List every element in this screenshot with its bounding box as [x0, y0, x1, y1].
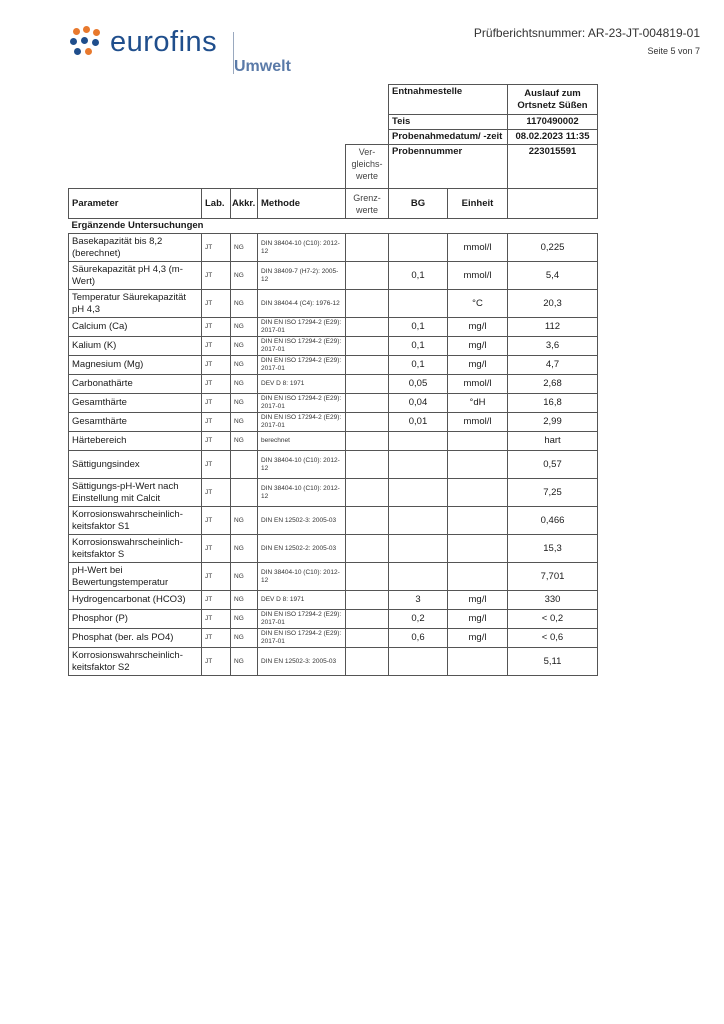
grenzwert-cell — [346, 507, 389, 535]
methode-cell: berechnet — [258, 432, 346, 451]
table-row — [69, 507, 598, 535]
einheit-cell: °C — [448, 290, 508, 318]
methode-cell: DIN EN ISO 17294-2 (E29): 2017-01 — [258, 629, 346, 648]
lab-cell: JT — [202, 648, 231, 676]
bg-cell — [389, 648, 448, 676]
param-cell: Korrosionswahrscheinlich-keitsfaktor S2 — [69, 648, 202, 676]
bg-cell: 0,01 — [389, 413, 448, 432]
eurofins-logo — [70, 22, 217, 62]
param-cell: Gesamthärte — [69, 394, 202, 413]
einheit-cell: mg/l — [448, 337, 508, 356]
table-row — [69, 375, 598, 394]
table-row — [69, 432, 598, 451]
bg-cell — [389, 432, 448, 451]
grenzwert-cell — [346, 337, 389, 356]
einheit-cell — [448, 451, 508, 479]
akkr-cell: NG — [231, 262, 258, 290]
grenzwert-cell — [346, 432, 389, 451]
value-cell: 20,3 — [508, 290, 598, 318]
einheit-cell — [448, 563, 508, 591]
param-cell: Kalium (K) — [69, 337, 202, 356]
value-cell: 7,701 — [508, 563, 598, 591]
einheit-cell: mg/l — [448, 356, 508, 375]
page-number: Seite 5 von 7 — [647, 46, 700, 56]
bg-cell: 0,1 — [389, 318, 448, 337]
lab-cell: JT — [202, 262, 231, 290]
akkr-cell: NG — [231, 394, 258, 413]
einheit-cell: mg/l — [448, 610, 508, 629]
akkr-cell: NG — [231, 563, 258, 591]
methode-cell: DIN 38404-10 (C10): 2012-12 — [258, 479, 346, 507]
lab-cell: JT — [202, 535, 231, 563]
col-header-akkr: Akkr. — [231, 189, 258, 219]
value-cell: 4,7 — [508, 356, 598, 375]
grenzwert-cell — [346, 234, 389, 262]
bg-cell — [389, 479, 448, 507]
value-cell: < 0,2 — [508, 610, 598, 629]
param-cell: Korrosionswahrscheinlich-keitsfaktor S — [69, 535, 202, 563]
grenzwert-cell — [346, 413, 389, 432]
bg-cell — [389, 563, 448, 591]
grenzwert-cell — [346, 591, 389, 610]
lab-cell: JT — [202, 479, 231, 507]
grenzwert-cell — [346, 262, 389, 290]
table-row — [69, 629, 598, 648]
methode-cell: DIN EN ISO 17294-2 (E29): 2017-01 — [258, 610, 346, 629]
einheit-cell — [448, 648, 508, 676]
akkr-cell: NG — [231, 318, 258, 337]
table-row — [69, 563, 598, 591]
table-row — [69, 318, 598, 337]
grenzwert-cell — [346, 535, 389, 563]
bg-cell — [389, 451, 448, 479]
methode-cell: DIN EN 12502-2: 2005-03 — [258, 535, 346, 563]
akkr-cell: NG — [231, 356, 258, 375]
methode-cell: DIN EN ISO 17294-2 (E29): 2017-01 — [258, 318, 346, 337]
param-cell: Härtebereich — [69, 432, 202, 451]
table-row — [69, 413, 598, 432]
value-cell: 2,68 — [508, 375, 598, 394]
probennummer-value: 223015591 — [508, 145, 598, 189]
methode-cell: DIN EN ISO 17294-2 (E29): 2017-01 — [258, 337, 346, 356]
lab-cell: JT — [202, 375, 231, 394]
einheit-cell: mmol/l — [448, 234, 508, 262]
grenzwert-cell — [346, 394, 389, 413]
bg-cell — [389, 535, 448, 563]
methode-cell: DIN EN ISO 17294-2 (E29): 2017-01 — [258, 356, 346, 375]
table-row — [69, 610, 598, 629]
akkr-cell: NG — [231, 535, 258, 563]
probenahmedatum-value: 08.02.2023 11:35 — [508, 130, 598, 145]
value-cell: 5,11 — [508, 648, 598, 676]
akkr-cell: NG — [231, 234, 258, 262]
col-header-parameter: Parameter — [69, 189, 202, 219]
einheit-cell: mg/l — [448, 629, 508, 648]
bg-cell — [389, 290, 448, 318]
akkr-cell: NG — [231, 610, 258, 629]
lab-cell: JT — [202, 563, 231, 591]
table-row — [69, 262, 598, 290]
value-cell: 0,466 — [508, 507, 598, 535]
lab-cell: JT — [202, 318, 231, 337]
teis-value: 1170490002 — [508, 115, 598, 130]
lab-cell: JT — [202, 591, 231, 610]
table-row — [69, 356, 598, 375]
table-row — [69, 451, 598, 479]
bg-cell: 0,2 — [389, 610, 448, 629]
probennummer-label: Probennummer — [389, 145, 508, 189]
methode-cell: DIN 38404-10 (C10): 2012-12 — [258, 234, 346, 262]
col-header-lab: Lab. — [202, 189, 231, 219]
akkr-cell: NG — [231, 629, 258, 648]
akkr-cell — [231, 451, 258, 479]
bg-cell: 0,6 — [389, 629, 448, 648]
entnahmestelle-value: Auslauf zum Ortsnetz Süßen — [508, 85, 598, 115]
vergleichswerte-label: Ver-gleichs-werte — [346, 145, 389, 189]
methode-cell: DIN 38404-10 (C10): 2012-12 — [258, 563, 346, 591]
param-cell: Sättigungsindex — [69, 451, 202, 479]
lab-cell: JT — [202, 356, 231, 375]
table-row — [69, 290, 598, 318]
akkr-cell: NG — [231, 290, 258, 318]
methode-cell: DEV D 8: 1971 — [258, 591, 346, 610]
bg-cell: 3 — [389, 591, 448, 610]
entnahmestelle-label: Entnahmestelle — [389, 85, 508, 115]
table-row — [69, 535, 598, 563]
results-table — [68, 84, 598, 676]
param-cell: Korrosionswahrscheinlich-keitsfaktor S1 — [69, 507, 202, 535]
akkr-cell: NG — [231, 591, 258, 610]
col-header-einheit: Einheit — [448, 189, 508, 219]
bg-cell — [389, 507, 448, 535]
teis-label: Teis — [389, 115, 508, 130]
col-header-value — [508, 189, 598, 219]
value-cell: < 0,6 — [508, 629, 598, 648]
param-cell: Phosphat (ber. als PO4) — [69, 629, 202, 648]
methode-cell: DIN EN ISO 17294-2 (E29): 2017-01 — [258, 394, 346, 413]
einheit-cell — [448, 507, 508, 535]
param-cell: Sättigungs-pH-Wert nach Einstellung mit Calcit — [69, 479, 202, 507]
bg-cell: 0,1 — [389, 262, 448, 290]
table-row — [69, 234, 598, 262]
param-cell: Temperatur Säurekapazität pH 4,3 — [69, 290, 202, 318]
value-cell: 7,25 — [508, 479, 598, 507]
akkr-cell: NG — [231, 337, 258, 356]
akkr-cell: NG — [231, 375, 258, 394]
grenzwert-cell — [346, 563, 389, 591]
methode-cell: DIN 38404-4 (C4): 1976-12 — [258, 290, 346, 318]
einheit-cell — [448, 432, 508, 451]
akkr-cell: NG — [231, 648, 258, 676]
param-cell: Gesamthärte — [69, 413, 202, 432]
col-header-methode: Methode — [258, 189, 346, 219]
grenzwert-cell — [346, 451, 389, 479]
lab-cell: JT — [202, 451, 231, 479]
logo-text: eurofins — [110, 25, 218, 58]
akkr-cell: NG — [231, 507, 258, 535]
methode-cell: DEV D 8: 1971 — [258, 375, 346, 394]
value-cell: 330 — [508, 591, 598, 610]
value-cell: 15,3 — [508, 535, 598, 563]
grenzwert-cell — [346, 629, 389, 648]
methode-cell: DIN 38404-10 (C10): 2012-12 — [258, 451, 346, 479]
value-cell: 5,4 — [508, 262, 598, 290]
report-number: Prüfberichtsnummer: AR-23-JT-004819-01 — [473, 26, 700, 40]
methode-cell: DIN EN 12502-3: 2005-03 — [258, 507, 346, 535]
lab-cell: JT — [202, 507, 231, 535]
lab-cell: JT — [202, 610, 231, 629]
table-row — [69, 479, 598, 507]
einheit-cell: mmol/l — [448, 375, 508, 394]
akkr-cell: NG — [231, 432, 258, 451]
grenzwert-cell — [346, 290, 389, 318]
lab-cell: JT — [202, 413, 231, 432]
value-cell: 112 — [508, 318, 598, 337]
col-header-bg: BG — [389, 189, 448, 219]
lab-cell: JT — [202, 432, 231, 451]
einheit-cell — [448, 479, 508, 507]
param-cell: Calcium (Ca) — [69, 318, 202, 337]
param-cell: pH-Wert bei Bewertungstemperatur — [69, 563, 202, 591]
methode-cell: DIN EN 12502-3: 2005-03 — [258, 648, 346, 676]
methode-cell: DIN EN ISO 17294-2 (E29): 2017-01 — [258, 413, 346, 432]
grenzwert-cell — [346, 648, 389, 676]
lab-cell: JT — [202, 394, 231, 413]
param-cell: Basekapazität bis 8,2 (berechnet) — [69, 234, 202, 262]
bg-cell: 0,1 — [389, 337, 448, 356]
einheit-cell: °dH — [448, 394, 508, 413]
grenzwert-cell — [346, 318, 389, 337]
param-cell: Säurekapazität pH 4,3 (m-Wert) — [69, 262, 202, 290]
grenzwert-cell — [346, 356, 389, 375]
einheit-cell: mmol/l — [448, 262, 508, 290]
bg-cell — [389, 234, 448, 262]
value-cell: 0,225 — [508, 234, 598, 262]
grenzwert-cell — [346, 610, 389, 629]
logo-subtitle: Umwelt — [234, 58, 291, 75]
table-row — [69, 591, 598, 610]
value-cell: 2,99 — [508, 413, 598, 432]
value-cell: hart — [508, 432, 598, 451]
param-cell: Hydrogencarbonat (HCO3) — [69, 591, 202, 610]
lab-cell: JT — [202, 629, 231, 648]
einheit-cell: mg/l — [448, 318, 508, 337]
value-cell: 3,6 — [508, 337, 598, 356]
section-title: Ergänzende Untersuchungen — [69, 219, 598, 234]
table-row — [69, 394, 598, 413]
value-cell: 0,57 — [508, 451, 598, 479]
logo-dots-icon — [70, 26, 102, 58]
param-cell: Phosphor (P) — [69, 610, 202, 629]
table-row — [69, 648, 598, 676]
bg-cell: 0,04 — [389, 394, 448, 413]
einheit-cell: mmol/l — [448, 413, 508, 432]
lab-cell: JT — [202, 290, 231, 318]
einheit-cell: mg/l — [448, 591, 508, 610]
col-header-grenzwerte: Grenz-werte — [346, 189, 389, 219]
probenahmedatum-label: Probenahmedatum/ -zeit — [389, 130, 508, 145]
bg-cell: 0,1 — [389, 356, 448, 375]
bg-cell: 0,05 — [389, 375, 448, 394]
param-cell: Carbonathärte — [69, 375, 202, 394]
table-row — [69, 337, 598, 356]
param-cell: Magnesium (Mg) — [69, 356, 202, 375]
einheit-cell — [448, 535, 508, 563]
akkr-cell: NG — [231, 413, 258, 432]
value-cell: 16,8 — [508, 394, 598, 413]
grenzwert-cell — [346, 375, 389, 394]
grenzwert-cell — [346, 479, 389, 507]
lab-cell: JT — [202, 337, 231, 356]
lab-cell: JT — [202, 234, 231, 262]
methode-cell: DIN 38409-7 (H7-2): 2005-12 — [258, 262, 346, 290]
akkr-cell — [231, 479, 258, 507]
